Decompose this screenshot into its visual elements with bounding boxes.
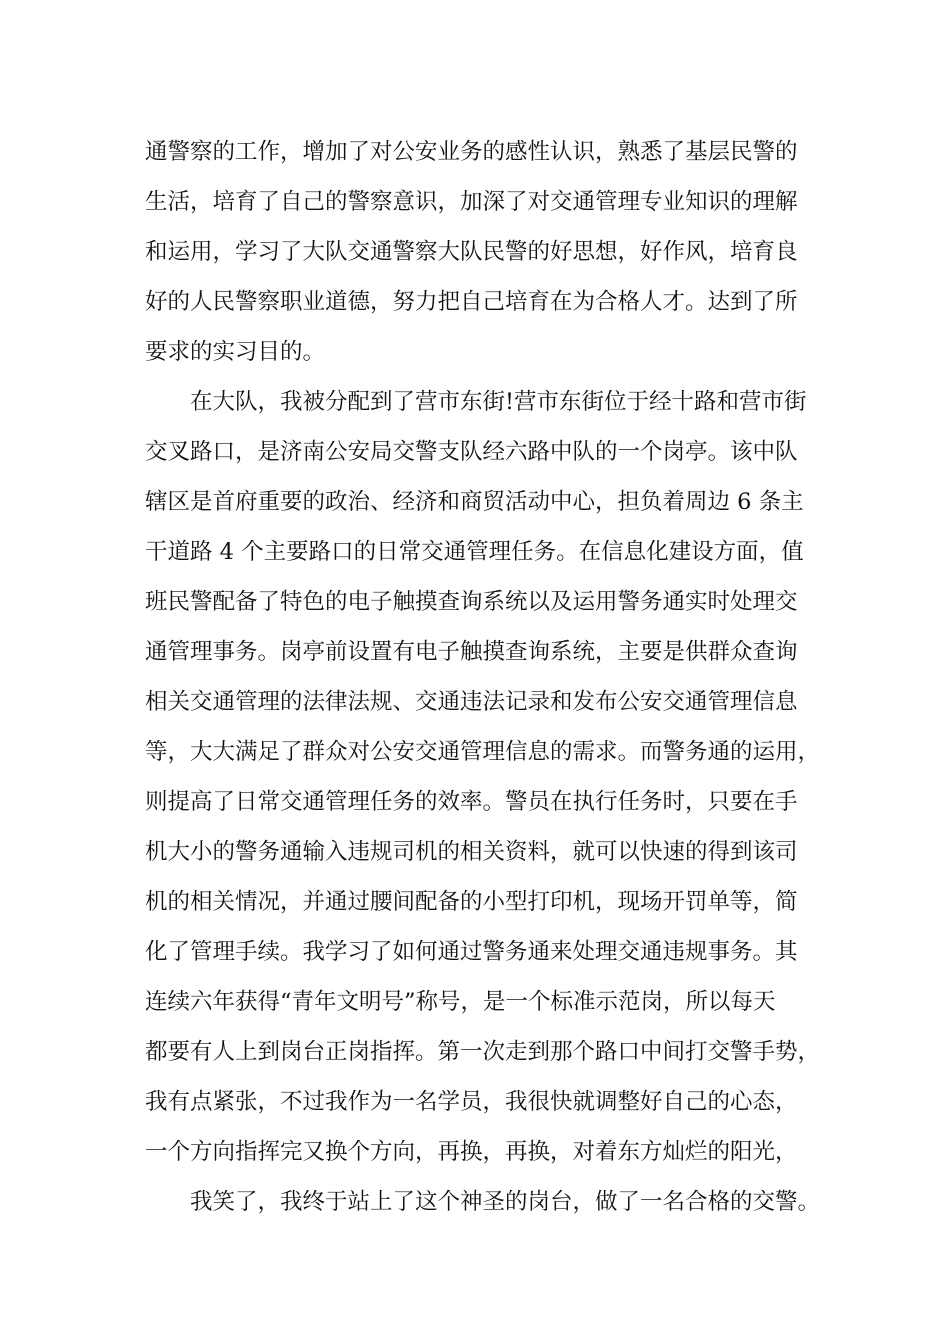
text-line-9: 干道路 4 个主要路口的日常交通管理任务。在信息化建设方面，值	[145, 539, 804, 565]
text-line-19: 都要有人上到岗台正岗指挥。第一次走到那个路口中间打交警手势，	[145, 1039, 821, 1065]
text-line-6: 在大队，我被分配到了营市东街!营市东街位于经十路和营市街	[190, 389, 807, 415]
text-line-17: 化了管理手续。我学习了如何通过警务通来处理交通违规事务。其	[145, 939, 798, 965]
text-line-10: 班民警配备了特色的电子触摸查询系统以及运用警务通实时处理交	[145, 589, 798, 615]
text-line-3: 和运用，学习了大队交通警察大队民警的好思想，好作风，培育良	[145, 239, 798, 265]
text-line-5: 要求的实习目的。	[145, 339, 326, 365]
text-line-22: 我笑了，我终于站上了这个神圣的岗台，做了一名合格的交警。	[190, 1189, 821, 1215]
text-line-2: 生活，培育了自己的警察意识，加深了对交通管理专业知识的理解	[145, 189, 798, 215]
text-line-13: 等，大大满足了群众对公安交通管理信息的需求。而警务通的运用，	[145, 739, 821, 765]
text-line-14: 则提高了日常交通管理任务的效率。警员在执行任务时，只要在手	[145, 789, 798, 815]
text-line-21: 一个方向指挥完又换个方向，再换，再换，对着东方灿烂的阳光，	[145, 1139, 798, 1165]
text-line-20: 我有点紧张，不过我作为一名学员，我很快就调整好自己的心态，	[145, 1089, 798, 1115]
text-line-7: 交叉路口，是济南公安局交警支队经六路中队的一个岗亭。该中队	[145, 439, 798, 465]
text-line-16: 机的相关情况，并通过腰间配备的小型打印机，现场开罚单等，简	[145, 889, 798, 915]
text-line-4: 好的人民警察职业道德，努力把自己培育在为合格人才。达到了所	[145, 289, 798, 315]
text-line-8: 辖区是首府重要的政治、经济和商贸活动中心，担负着周边 6 条主	[145, 489, 804, 515]
text-line-12: 相关交通管理的法律法规、交通违法记录和发布公安交通管理信息	[145, 689, 798, 715]
text-line-18: 连续六年获得“青年文明号”称号，是一个标准示范岗，所以每天	[145, 989, 776, 1015]
text-line-1: 通警察的工作，增加了对公安业务的感性认识，熟悉了基层民警的	[145, 139, 798, 165]
text-line-11: 通管理事务。岗亭前设置有电子触摸查询系统，主要是供群众查询	[145, 639, 798, 665]
text-line-15: 机大小的警务通输入违规司机的相关资料，就可以快速的得到该司	[145, 839, 798, 865]
